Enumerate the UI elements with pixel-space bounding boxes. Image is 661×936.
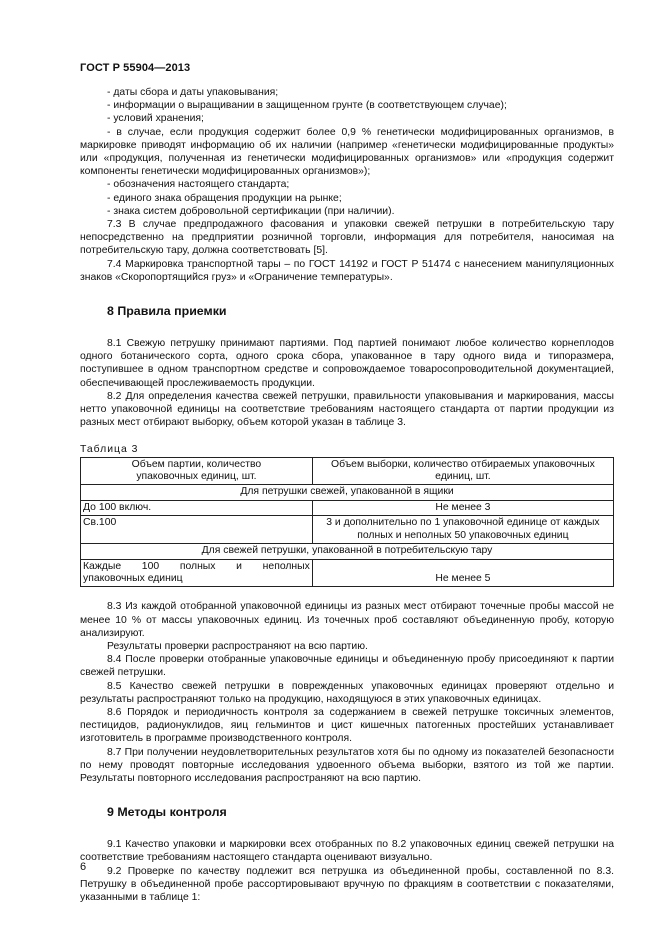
table-cell: Св.100 (81, 516, 313, 544)
page-number: 6 (80, 861, 87, 873)
paragraph-9-1: 9.1 Качество упаковки и маркировки всех отобранных по 8.2 упаковочных единиц свежей петрушки на соответствие требованиям настоящего стандарта оценивают визуально. (80, 839, 614, 864)
paragraph-8-4: 8.4 После проверки отобранные упаковочные единицы и объединенную пробу присоединяют к партии свежей петрушки. (80, 654, 614, 679)
paragraph-results: Результаты проверки распространяют на всю партию. (107, 640, 368, 652)
table-row (81, 559, 614, 587)
paragraph-8-3: 8.3 Из каждой отобранной упаковочной единицы из разных мест отбирают точечные пробы массой не менее 10 % от массы упаковочных единиц. Из точечных проб составляют объединенную пробу, которую анализируют. (80, 601, 614, 639)
table-group-cell: Для свежей петрушки, упакованной в потребительскую тару (81, 544, 614, 559)
table-group-row (81, 485, 614, 500)
list-item: - знака систем добровольной сертификации (при наличии). (107, 205, 395, 217)
list-item: - единого знака обращения продукции на рынке; (107, 192, 342, 204)
table-row (81, 500, 614, 515)
paragraph-7-3: 7.3 В случае предпродажного фасования и упаковки свежей петрушки в потребительскую тару непосредственно на предприятии розничной торговли, информация для потребителя, наносимая на потребительскую тару, должна соответствовать [5]. (80, 219, 614, 257)
paragraph-8-5: 8.5 Качество свежей петрушки в поврежденных упаковочных единицах проверяют отдельно и результаты распространяют только на продукцию, находящуюся в этих упаковочных единицах. (80, 680, 614, 705)
list-item: - обозначения настоящего стандарта; (107, 179, 290, 191)
section-9-heading: 9 Методы контроля (107, 805, 227, 820)
table-group-cell: Для петрушки свежей, упакованной в ящики (81, 485, 614, 500)
table-3 (80, 457, 614, 588)
table-cell: 3 и дополнительно по 1 упаковочной единице от каждых полных и неполных 50 упаковочных единиц (312, 516, 613, 544)
list-item: - информации о выращивании в защищенном грунте (в соответствующем случае); (107, 100, 507, 112)
table-cell: Не менее 3 (312, 500, 613, 515)
table-cell: Каждые 100 полных и неполных упаковочных единиц (81, 559, 313, 587)
table-row (81, 516, 614, 544)
table-caption: Таблица 3 (80, 444, 139, 456)
list-item: - даты сбора и даты упаковывания; (107, 87, 279, 98)
table-cell: Не менее 5 (312, 559, 613, 587)
paragraph-8-6: 8.6 Порядок и периодичность контроля за содержанием в свежей петрушке токсичных элементов, пестицидов, радионуклидов, яиц гельминтов и цист кишечных патогенных простейших устанавливает изготовитель в программе производственного контроля. (80, 706, 614, 745)
table-header-row (81, 457, 614, 485)
paragraph-8-2: 8.2 Для определения качества свежей петрушки, правильности упаковывания и маркирования, массы нетто упаковочной единицы на соответствие требованиям настоящего стандарта от партии продукции из разных мест отбирают выборку, объем которой указан в таблице 3. (80, 390, 614, 429)
document-body (80, 86, 614, 904)
list-item: - условий хранения; (107, 113, 204, 125)
table-header-cell: Объем партии, количество упаковочных единиц, шт. (81, 457, 313, 485)
paragraph-8-1: 8.1 Свежую петрушку принимают партиями. Под партией понимают любое количество корнеплодов одного ботанического сорта, одного срока сбора, упакованное в тару одного вида и типоразмера, поступившее в одном транспортном средстве и сопровождаемое товаросопроводительной документацией, обеспечивающей прослеживаемость продукции. (80, 338, 614, 389)
table-group-row (81, 544, 614, 559)
paragraph-9-2: 9.2 Проверке по качеству подлежит вся петрушка из объединенной пробы, составленной по 8.3. Петрушку в объединенной пробе рассортировывают вручную по фракциям в соответствии с показателями, указанными в таблице 1: (80, 865, 614, 903)
paragraph-7-4: 7.4 Маркировка транспортной тары – по ГОСТ 14192 и ГОСТ Р 51474 с нанесением манипуляционных знаков «Скоропортящийся груз» и «Ограничение температуры». (80, 258, 614, 283)
table-cell: До 100 включ. (81, 500, 313, 515)
table-header-cell: Объем выборки, количество отбираемых упаковочных единиц, шт. (312, 457, 613, 485)
gmo-paragraph: - в случае, если продукция содержит более 0,9 % генетически модифицированных организмов, в маркировке приводят информацию об их наличии (например «генетически модифицированные продукты» или «продукция, полученная из генетически модифицированных организмов» или «продукция содержит компоненты генетически модифицированных организмов»); (80, 126, 614, 178)
section-8-heading: 8 Правила приемки (107, 304, 227, 319)
paragraph-8-7: 8.7 При получении неудовлетворительных результатов хотя бы по одному из показателей безопасности по нему проводят повторные исследования удвоенного объема выборки, взятого из той же партии. Результаты повторного исследования распространяют на всю партию. (80, 746, 614, 784)
document-header: ГОСТ Р 55904—2013 (80, 62, 191, 74)
